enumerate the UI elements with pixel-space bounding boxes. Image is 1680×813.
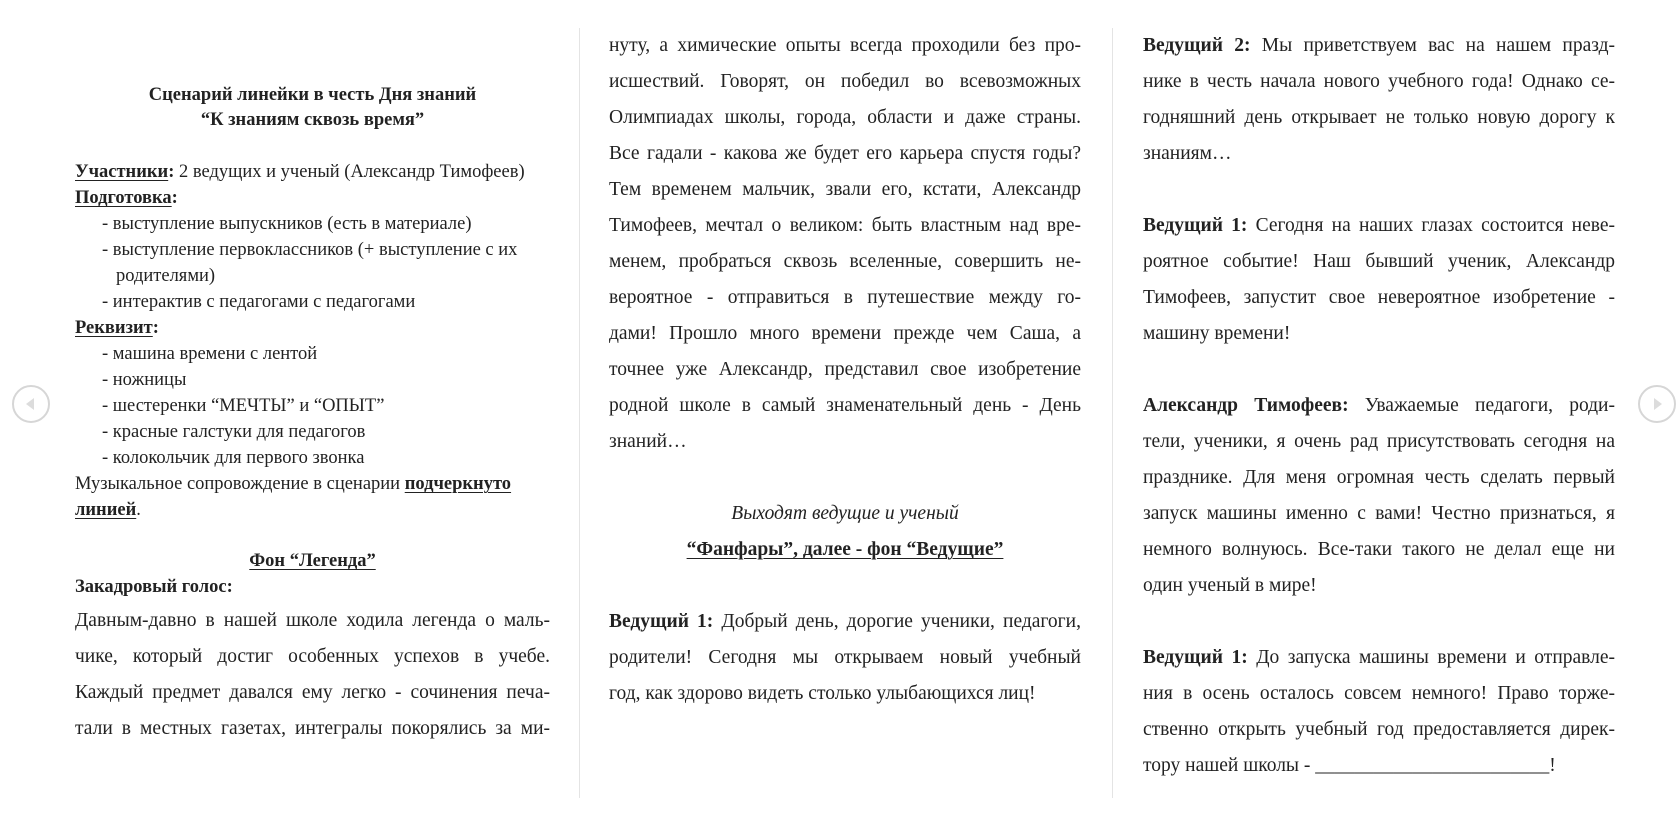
body-line: Тем временем мальчик, звали его, кстати, Александр [609,179,1081,200]
music-note-continued: линией. [75,500,141,520]
body-line: точнее уже Александр, представил свое изобретение [609,359,1081,380]
host1-line: Ведущий 1: До запуска машины времени и отправле- [1143,647,1615,668]
body-line: знаний… [609,431,687,452]
body-line: Тимофеев, запустит свое невероятное изобретение - [1143,287,1615,308]
body-line: роятное событие! Наш бывший ученик, Александр [1143,251,1615,272]
body-line: родители! Сегодня мы открываем новый учебный [609,647,1081,668]
speaker-label: Ведущий 1: [609,611,714,632]
body-line: знаниям… [1143,143,1232,164]
participants-line: Участники: 2 ведущих и ученый (Александр Тимофеев) [75,162,525,182]
host1-line: Ведущий 1: Сегодня на наших глазах состоится неве- [1143,215,1615,236]
prep-item: - выступление выпускников (есть в материале) [102,214,472,234]
page-middle [609,0,1081,813]
music-note: Музыкальное сопровождение в сценарии подчеркнуто [75,474,512,494]
props-item: - ножницы [102,370,187,390]
page-right [1143,0,1615,813]
page-divider [579,28,580,798]
document-subtitle: “К знаниям сквозь время” [200,110,425,130]
participants-text: 2 ведущих и ученый (Александр Тимофеев) [179,162,525,182]
participants-label: Участники [75,162,169,182]
next-page-button[interactable] [1638,385,1676,423]
body-line: Все гадали - какова же будет его карьера спустя годы? [609,143,1081,164]
body-line: машину времени! [1143,323,1291,344]
page-left [75,0,550,813]
props-item: - красные галстуки для педагогов [102,422,366,442]
body-line: исшествий. Говорят, он победил во всевозможных [609,71,1081,92]
body-line: Олимпиадах школы, города, области и даже страны. [609,107,1081,128]
prep-heading: Подготовка: [75,188,178,208]
body-line: тели, ученики, я очень рад присутствовать сегодня на [1143,431,1615,452]
body-line: ния в осень осталось совсем немного! Право торже- [1143,683,1615,704]
speaker-label: Ведущий 1: [1143,215,1248,236]
body-line: немного волнуюсь. Все-таки такого не делал еще ни [1143,539,1615,560]
speaker-label: Александр Тимофеев: [1143,395,1349,416]
prep-item: - интерактив с педагогами с педагогами [102,292,416,312]
body-line: чике, который достиг особенных успехов в учебе. [75,646,550,667]
props-item: - машина времени с лентой [102,344,318,364]
stage-direction: Выходят ведущие и ученый [731,503,959,524]
body-line: нике в честь начала нового учебного года! Однако се- [1143,71,1615,92]
body-line: ственно открыть учебный год предоставляется дирек- [1143,719,1615,740]
body-line: Каждый предмет давался ему легко - сочинения печа- [75,682,550,703]
host1-line: Ведущий 1: Добрый день, дорогие ученики, педагоги, [609,611,1081,632]
speaker-label: Ведущий 1: [1143,647,1248,668]
section-heading: Фон “Легенда” [249,551,376,571]
props-item: - колокольчик для первого звонка [102,448,365,468]
props-heading: Реквизит: [75,318,159,338]
body-line: Давным-давно в нашей школе ходила легенда о маль- [75,610,550,631]
body-line: тору нашей школы - ________________________! [1143,755,1556,776]
body-line: нуту, а химические опыты всегда проходили без про- [609,35,1081,56]
props-item: - шестеренки “МЕЧТЫ” и “ОПЫТ” [102,396,385,416]
music-cue: “Фанфары”, далее - фон “Ведущие” [686,539,1004,560]
body-line: год, как здорово видеть столько улыбающихся лиц! [609,683,1036,704]
body-line: годняшний день открывает не только новую дорогу к [1143,107,1615,128]
body-line: празднике. Для меня огромная честь сделать первый [1143,467,1615,488]
page-divider [1112,28,1113,798]
body-line: тали в местных газетах, интегралы покорялись за ми- [75,718,550,739]
prep-item: - выступление первоклассников (+ выступление с их [102,240,518,260]
chevron-right-icon [1648,395,1666,413]
body-line: родной школе в самый знаменательный день - День [609,395,1081,416]
body-line: менем, пробраться сквозь вселенные, совершить не- [609,251,1081,272]
speaker-label: Ведущий 2: [1143,35,1251,56]
voiceover-label: Закадровый голос: [75,577,233,597]
document-title: Сценарий линейки в честь Дня знаний [148,85,477,105]
body-line: вероятное - отправиться в путешествие между го- [609,287,1081,308]
body-line: Тимофеев, мечтал о великом: быть властным над вре- [609,215,1081,236]
chevron-left-icon [22,395,40,413]
prev-page-button[interactable] [12,385,50,423]
prep-item-continued: родителями) [116,266,216,286]
scientist-line: Александр Тимофеев: Уважаемые педагоги, роди- [1143,395,1615,416]
host2-line: Ведущий 2: Мы приветствуем вас на нашем празд- [1143,35,1615,56]
body-line: дами! Прошло много времени прежде чем Саша, а [609,323,1081,344]
body-line: запуск машины именно с вами! Честно признаться, я [1143,503,1615,524]
body-line: один ученый в мире! [1143,575,1317,596]
